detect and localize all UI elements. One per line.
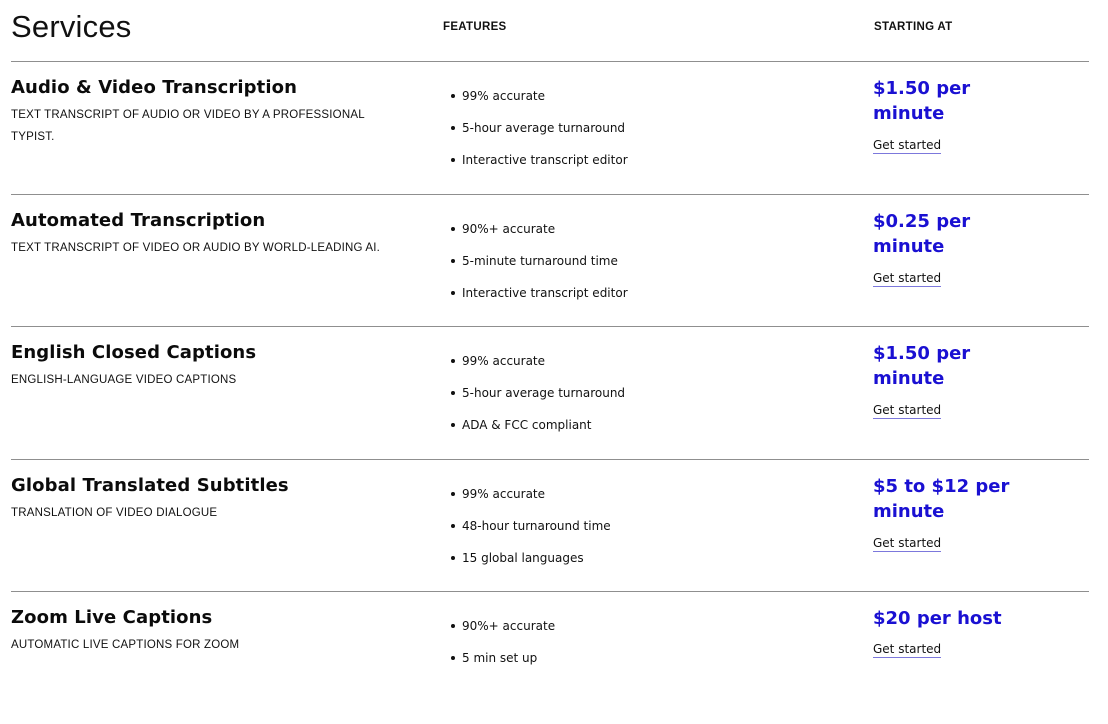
table-header [11, 0, 1089, 62]
feature-item: 48-hour turnaround time [451, 515, 611, 547]
price: $1.50 per minute [873, 343, 971, 389]
feature-item: 5 min set up [451, 647, 555, 679]
feature-list [451, 218, 628, 314]
feature-item: Interactive transcript editor [451, 282, 628, 314]
feature-item: Interactive transcript editor [451, 149, 628, 181]
feature-list [451, 350, 625, 446]
service-name: Audio & Video Transcription [11, 77, 298, 98]
price: $1.50 per minute [873, 78, 971, 124]
get-started-link[interactable]: Get started [873, 403, 942, 417]
service-description: AUTOMATIC LIVE CAPTIONS FOR ZOOM [11, 639, 240, 651]
feature-list [451, 85, 628, 181]
get-started-link[interactable]: Get started [873, 270, 942, 285]
feature-item: 99% accurate [451, 350, 625, 382]
feature-item: 5-minute turnaround time [451, 250, 628, 282]
service-name: Global Translated Subtitles [11, 474, 289, 496]
get-started-link[interactable]: Get started [873, 138, 942, 152]
service-row-english-closed-captions [11, 327, 1089, 460]
get-started-link[interactable]: Get started [873, 535, 942, 550]
feature-item: ADA & FCC compliant [451, 414, 625, 446]
price: $5 to $12 per minute [873, 475, 1010, 522]
service-row-automated-transcription [11, 195, 1089, 328]
feature-item: 15 global languages [451, 547, 611, 579]
feature-item: 5-hour average turnaround [451, 117, 628, 149]
feature-list [451, 483, 611, 579]
features-column-header: FEATURES [443, 21, 507, 33]
feature-item: 99% accurate [451, 85, 628, 117]
price: $20 per host [873, 608, 1002, 629]
feature-list [451, 615, 555, 679]
services-pricing-table [11, 0, 1089, 724]
feature-item: 90%+ accurate [451, 218, 628, 250]
service-description: ENGLISH-LANGUAGE VIDEO CAPTIONS [11, 374, 237, 386]
service-row-zoom-live-captions [11, 592, 1089, 724]
feature-item: 99% accurate [451, 483, 611, 515]
feature-item: 5-hour average turnaround [451, 382, 625, 414]
feature-item: 90%+ accurate [451, 615, 555, 647]
starting-at-column-header: STARTING AT [874, 21, 953, 33]
service-name: Automated Transcription [11, 209, 266, 231]
service-description: TRANSLATION OF VIDEO DIALOGUE [11, 506, 218, 519]
service-name: Zoom Live Captions [11, 607, 213, 628]
service-description: TEXT TRANSCRIPT OF AUDIO OR VIDEO BY A PROFESSIONAL TYPIST. [11, 109, 365, 143]
service-description: TEXT TRANSCRIPT OF VIDEO OR AUDIO BY WORLD-LEADING AI. [11, 241, 381, 254]
service-name: English Closed Captions [11, 342, 257, 363]
service-row-global-translated-subtitles [11, 460, 1089, 593]
price: $0.25 per minute [873, 210, 971, 257]
page-title: Services [11, 9, 132, 44]
get-started-link[interactable]: Get started [873, 642, 942, 656]
service-row-audio-video-transcription [11, 62, 1089, 195]
